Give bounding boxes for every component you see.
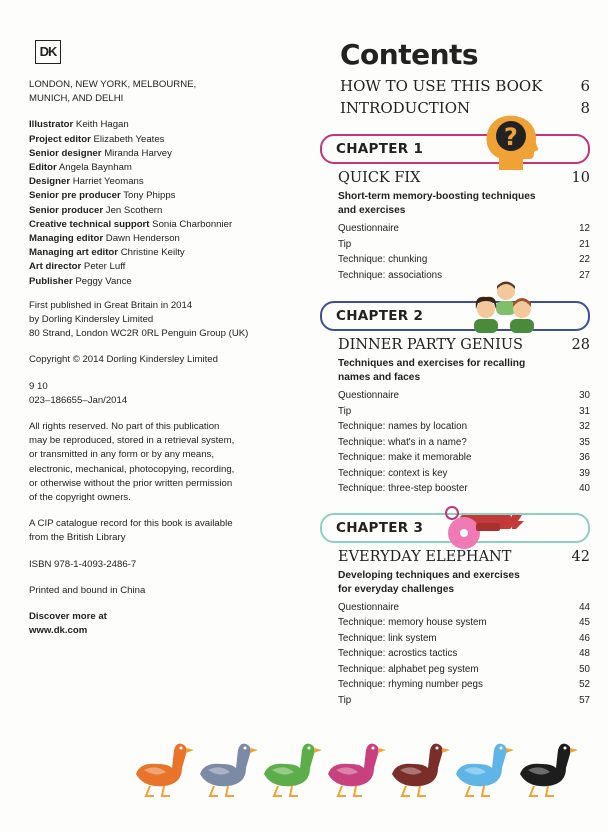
chapter-description-line: and exercises bbox=[338, 205, 406, 216]
toc-entry-title: HOW TO USE THIS BOOK bbox=[340, 77, 543, 95]
credit-line bbox=[29, 133, 299, 147]
rights-line: may be reproduced, stored in a retrieval system, bbox=[29, 435, 235, 447]
toc-item-page: 40 bbox=[579, 483, 590, 494]
cip-line: from the British Library bbox=[29, 532, 126, 544]
duck-icon bbox=[328, 744, 386, 796]
isbn: ISBN 978-1-4093-2486-7 bbox=[29, 558, 137, 570]
toc-item-title: Questionnaire bbox=[338, 390, 399, 401]
toc-item-page: 32 bbox=[579, 421, 590, 432]
toc-item-title: Technique: three-step booster bbox=[338, 483, 468, 494]
credits-list bbox=[29, 118, 299, 288]
credit-name: Miranda Harvey bbox=[104, 147, 172, 159]
chapter-3-heading[interactable] bbox=[320, 513, 590, 543]
toc-item[interactable] bbox=[338, 404, 590, 420]
toc-item-title: Technique: chunking bbox=[338, 254, 428, 265]
chapter-page: 28 bbox=[571, 337, 590, 353]
toc-item-page: 21 bbox=[579, 238, 590, 250]
chapter-title-row[interactable] bbox=[338, 170, 590, 186]
chapter-2-heading[interactable] bbox=[320, 301, 590, 331]
toc-entry-title: INTRODUCTION bbox=[340, 99, 471, 117]
toc-item-title: Technique: memory house system bbox=[338, 617, 487, 628]
dk-logo: DK bbox=[35, 40, 61, 64]
print-code: 9 10 bbox=[29, 380, 48, 392]
toc-item-title: Technique: make it memorable bbox=[338, 452, 472, 463]
credit-role: Illustrator bbox=[29, 119, 74, 131]
toc-item-page: 31 bbox=[579, 405, 590, 417]
toc-item-page: 52 bbox=[579, 679, 590, 690]
chapter-2-section bbox=[320, 301, 590, 497]
toc-item-title: Questionnaire bbox=[338, 223, 399, 234]
print-code: 023–186655–Jan/2014 bbox=[29, 394, 128, 406]
toc-item-page: 27 bbox=[579, 269, 590, 281]
chapter-title: QUICK FIX bbox=[338, 170, 421, 186]
publisher-locations: LONDON, NEW YORK, MELBOURNE, MUNICH, AND DELHI bbox=[29, 79, 197, 105]
toc-item-title: Technique: names by location bbox=[338, 421, 468, 432]
toc-item-title: Tip bbox=[338, 694, 352, 706]
credit-line bbox=[29, 218, 299, 232]
toc-item-title: Technique: what's in a name? bbox=[338, 436, 467, 448]
toc-item-page: 22 bbox=[579, 254, 590, 265]
credit-name: Dawn Henderson bbox=[105, 233, 180, 245]
rights-line: of the copyright owners. bbox=[29, 492, 131, 504]
copyright: Copyright © 2014 Dorling Kindersley Limited bbox=[29, 354, 218, 366]
chapter-1-heading[interactable] bbox=[320, 123, 590, 164]
ducks-illustration bbox=[130, 738, 590, 800]
credit-name: Peggy Vance bbox=[75, 275, 132, 287]
chapter-title: DINNER PARTY GENIUS bbox=[338, 337, 523, 353]
toc-item-title: Technique: alphabet peg system bbox=[338, 663, 479, 675]
credit-line bbox=[29, 175, 299, 189]
duck-icon bbox=[392, 744, 450, 796]
duck-icon bbox=[264, 744, 322, 796]
first-published-line: First published in Great Britain in 2014 bbox=[29, 299, 193, 311]
chapter-description-line: names and faces bbox=[338, 372, 421, 383]
rights-line: or transmitted in any form or by any means, bbox=[29, 449, 215, 461]
rights-line: electronic, mechanical, photocopying, recording, bbox=[29, 463, 235, 475]
toc-item[interactable] bbox=[338, 677, 590, 693]
toc-item[interactable] bbox=[338, 481, 590, 497]
toc-item[interactable] bbox=[338, 662, 590, 678]
credit-line bbox=[29, 260, 299, 274]
toc-item[interactable] bbox=[338, 693, 590, 709]
toc-item-title: Technique: rhyming number pegs bbox=[338, 679, 483, 690]
people-faces-icon bbox=[470, 279, 540, 337]
credit-line bbox=[29, 204, 299, 218]
head-question-icon bbox=[481, 114, 543, 174]
credit-name: Angela Baynham bbox=[58, 162, 132, 174]
toc-item[interactable] bbox=[338, 237, 590, 253]
rights-line: All rights reserved. No part of this publication bbox=[29, 421, 220, 433]
duck-icon bbox=[456, 744, 514, 796]
credit-name: Christine Keilty bbox=[120, 247, 185, 259]
toc-item-page: 46 bbox=[579, 632, 590, 644]
chapter-description-line: Short-term memory-boosting techniques bbox=[338, 191, 536, 202]
svg-text:?: ? bbox=[503, 123, 519, 151]
discover-more bbox=[29, 610, 299, 638]
contents-column bbox=[320, 38, 590, 708]
duck-icon bbox=[520, 744, 578, 796]
toc-item[interactable] bbox=[338, 450, 590, 466]
chapter-page: 10 bbox=[571, 170, 590, 186]
printed-in: Printed and bound in China bbox=[29, 584, 146, 596]
credit-role: Managing editor bbox=[29, 233, 104, 245]
toc-item[interactable] bbox=[338, 615, 590, 631]
chapter-label: CHAPTER 3 bbox=[336, 519, 424, 536]
toc-item-title: Technique: associations bbox=[338, 269, 443, 281]
credit-name: Tony Phipps bbox=[123, 190, 176, 202]
credit-role: Project editor bbox=[29, 133, 91, 145]
credit-name: Sonia Charbonnier bbox=[152, 218, 233, 230]
contents-title: Contents bbox=[340, 38, 479, 71]
rights-notice bbox=[29, 420, 299, 505]
credit-role: Senior producer bbox=[29, 204, 104, 216]
credit-line bbox=[29, 189, 299, 203]
toc-item[interactable] bbox=[338, 646, 590, 662]
credit-line bbox=[29, 118, 299, 132]
toc-entry-introduction[interactable] bbox=[340, 99, 590, 121]
credit-role: Art director bbox=[29, 261, 82, 273]
discover-line: Discover more at bbox=[29, 611, 107, 623]
credit-line bbox=[29, 246, 299, 260]
credit-role: Publisher bbox=[29, 275, 73, 287]
duck-icon bbox=[136, 744, 194, 796]
imprint-column bbox=[29, 40, 299, 639]
toc-item[interactable] bbox=[338, 419, 590, 435]
toc-item[interactable] bbox=[338, 388, 590, 404]
toc-item-page: 12 bbox=[579, 223, 590, 234]
chapter-label: CHAPTER 1 bbox=[336, 141, 424, 157]
toc-entry-page: 6 bbox=[580, 77, 590, 95]
cip-notice bbox=[29, 517, 299, 545]
credit-name: Keith Hagan bbox=[75, 119, 129, 131]
print-codes bbox=[29, 380, 299, 408]
chapter-1-section bbox=[320, 123, 590, 283]
toc-item[interactable] bbox=[338, 435, 590, 451]
website-link[interactable]: www.dk.com bbox=[29, 625, 88, 637]
toc-item-title: Tip bbox=[338, 238, 352, 250]
toc-item-title: Technique: link system bbox=[338, 632, 437, 644]
chapter-description-line: Techniques and exercises for recalling bbox=[338, 358, 526, 369]
credit-role: Senior pre producer bbox=[29, 190, 121, 202]
toc-item-page: 50 bbox=[579, 663, 590, 675]
credit-name: Peter Luff bbox=[83, 261, 126, 273]
chapter-page: 42 bbox=[571, 548, 590, 565]
toc-item-title: Tip bbox=[338, 405, 352, 417]
toc-entry-page: 8 bbox=[580, 99, 590, 117]
credit-name: Jen Scothern bbox=[105, 204, 163, 216]
toc-item-page: 39 bbox=[579, 467, 590, 479]
first-published bbox=[29, 299, 299, 342]
toc-item[interactable] bbox=[338, 600, 590, 616]
toc-item-page: 30 bbox=[579, 390, 590, 401]
toc-item[interactable] bbox=[338, 268, 590, 284]
credit-role: Senior designer bbox=[29, 147, 102, 159]
credit-role: Editor bbox=[29, 162, 57, 174]
credit-line bbox=[29, 161, 299, 175]
first-published-line: by Dorling Kindersley Limited bbox=[29, 314, 154, 326]
toc-item-page: 36 bbox=[579, 452, 590, 463]
chapter-title-row[interactable] bbox=[338, 337, 590, 353]
credit-role: Creative technical support bbox=[29, 218, 150, 230]
toc-item-page: 48 bbox=[579, 648, 590, 659]
toc-item-page: 45 bbox=[579, 617, 590, 628]
toc-item-page: 57 bbox=[579, 694, 590, 706]
chapter-label: CHAPTER 2 bbox=[336, 308, 424, 324]
credit-role: Managing art editor bbox=[29, 247, 119, 259]
chapter-description bbox=[338, 357, 590, 385]
toc-item-page: 35 bbox=[579, 436, 590, 448]
toc-item[interactable] bbox=[338, 631, 590, 647]
toc-item-title: Technique: acrostics tactics bbox=[338, 648, 458, 659]
toc-item-title: Questionnaire bbox=[338, 601, 399, 613]
toc-item[interactable] bbox=[338, 221, 590, 237]
keys-icon bbox=[430, 501, 530, 555]
chapter-3-section bbox=[320, 513, 590, 709]
first-published-line: 80 Strand, London WC2R 0RL Penguin Group (UK) bbox=[29, 328, 249, 340]
duck-icon bbox=[200, 744, 258, 796]
credit-line bbox=[29, 275, 299, 289]
credit-name: Elizabeth Yeates bbox=[93, 133, 165, 145]
credit-line bbox=[29, 232, 299, 246]
credit-name: Harriet Yeomans bbox=[72, 176, 144, 188]
chapter-title: EVERYDAY ELEPHANT bbox=[338, 548, 512, 565]
toc-item-title: Technique: context is key bbox=[338, 467, 448, 479]
toc-item[interactable] bbox=[338, 466, 590, 482]
toc-item[interactable] bbox=[338, 252, 590, 268]
cip-line: A CIP catalogue record for this book is available bbox=[29, 518, 233, 530]
toc-entry-how-to-use[interactable] bbox=[340, 77, 590, 99]
chapter-description-line: for everyday challenges bbox=[338, 583, 455, 595]
chapter-description-line: Developing techniques and exercises bbox=[338, 569, 520, 581]
chapters-list bbox=[320, 123, 590, 708]
rights-line: or otherwise without the prior written permission bbox=[29, 477, 233, 489]
chapter-description bbox=[338, 569, 590, 597]
credit-line bbox=[29, 147, 299, 161]
credit-role: Designer bbox=[29, 176, 71, 188]
chapter-description bbox=[338, 190, 590, 218]
toc-item-page: 44 bbox=[579, 601, 590, 613]
